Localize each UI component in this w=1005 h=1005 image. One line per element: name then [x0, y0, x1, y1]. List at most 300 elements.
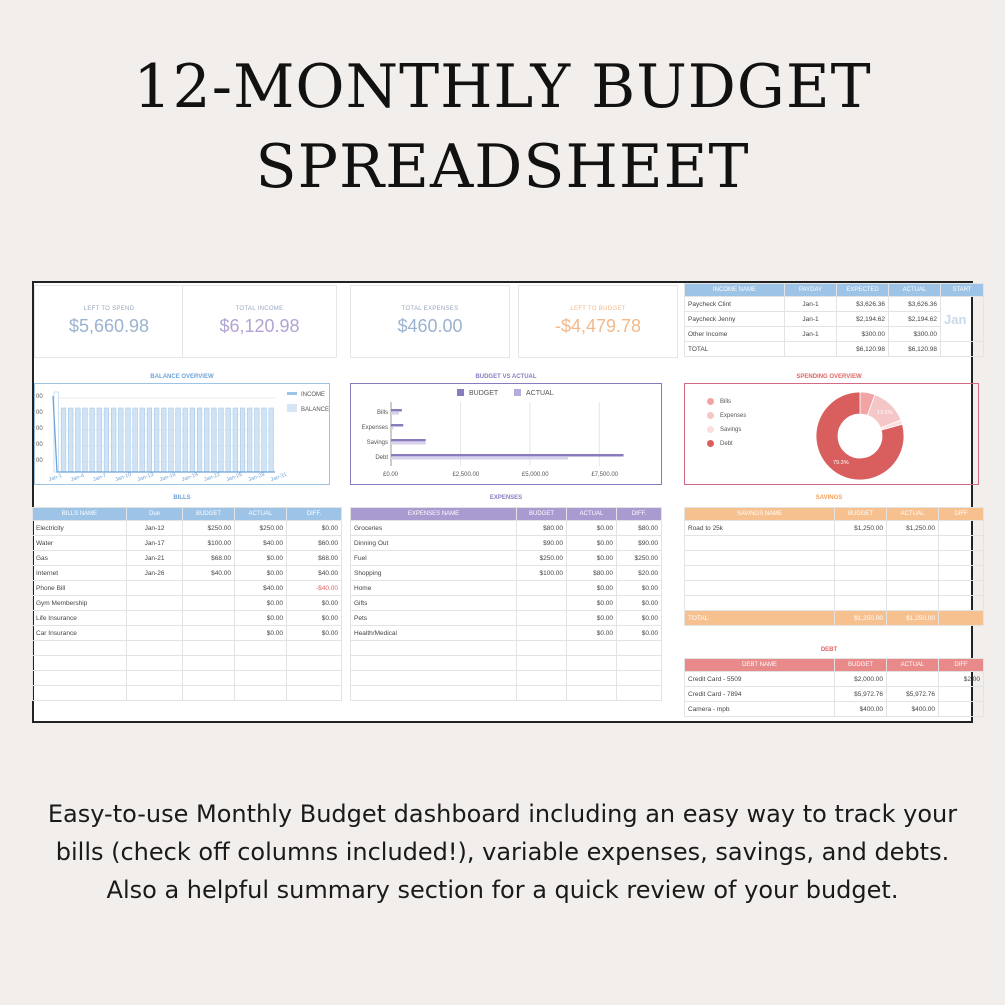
pie-data-label: 79.3% [833, 460, 849, 466]
bill-cell[interactable]: $40.00 [287, 566, 342, 581]
income-actual-cell[interactable]: $2,194.62 [889, 312, 941, 327]
legend-balance-swatch [287, 404, 297, 412]
debt-cell[interactable]: $400.00 [835, 702, 887, 717]
balance-overview-title: BALANCE OVERVIEW [150, 374, 214, 380]
balance-bar [169, 408, 174, 472]
balance-bar [204, 408, 209, 472]
expense-cell[interactable]: $0.00 [567, 536, 617, 551]
bill-cell[interactable]: Jan-26 [127, 566, 183, 581]
table-row [685, 536, 984, 551]
y-tick-label: 00 [36, 458, 43, 464]
income-expected-cell[interactable]: $2,194.62 [837, 312, 889, 327]
saving-total-cell [939, 611, 984, 626]
x-tick-label: Jan-28 [247, 471, 266, 484]
x-tick-label: Jan-16 [158, 471, 177, 484]
saving-cell[interactable] [939, 596, 984, 611]
bill-cell[interactable]: $40.00 [183, 566, 235, 581]
expense-cell[interactable]: $0.00 [567, 611, 617, 626]
balance-bar [233, 408, 238, 472]
legend-balance-label: BALANCE [301, 407, 330, 413]
bill-cell[interactable]: $0.00 [287, 521, 342, 536]
balance-bar [161, 408, 166, 472]
saving-cell[interactable] [887, 551, 939, 566]
y-tick-label: 00 [36, 442, 43, 448]
expense-cell[interactable] [617, 686, 662, 701]
expense-cell[interactable]: $0.00 [567, 596, 617, 611]
bills-header: Due [127, 508, 183, 521]
bills-header: BUDGET [183, 508, 235, 521]
balance-bar [75, 408, 80, 472]
income-name-cell[interactable]: Other Income [685, 327, 785, 342]
balance-bar [226, 408, 231, 472]
expense-cell[interactable]: $0.00 [617, 611, 662, 626]
bill-cell[interactable]: $0.00 [287, 596, 342, 611]
actual-bar [391, 427, 393, 430]
debt-header: DEBT NAME [685, 659, 835, 672]
bill-cell[interactable]: $60.00 [287, 536, 342, 551]
bill-cell[interactable] [183, 626, 235, 641]
income-expected-cell[interactable]: $3,626.36 [837, 297, 889, 312]
debt-cell[interactable]: $5,972.76 [887, 687, 939, 702]
bill-cell[interactable] [183, 686, 235, 701]
bill-cell[interactable]: $0.00 [235, 611, 287, 626]
savings-header: SAVINGS NAME [685, 508, 835, 521]
balance-bar [104, 408, 109, 472]
bill-cell[interactable]: Jan-12 [127, 521, 183, 536]
page-title-line-1: 12-MONTHLY BUDGET [133, 52, 872, 122]
table-row [685, 687, 984, 702]
saving-cell[interactable] [939, 521, 984, 536]
bill-cell[interactable] [183, 641, 235, 656]
bill-cell[interactable] [183, 581, 235, 596]
bill-cell[interactable] [33, 671, 127, 686]
balance-bar [147, 408, 152, 472]
table-row [33, 566, 342, 581]
bill-cell[interactable]: $68.00 [183, 551, 235, 566]
expense-cell[interactable]: Groceries [351, 521, 517, 536]
expense-cell[interactable] [517, 686, 567, 701]
bill-cell[interactable] [235, 656, 287, 671]
saving-cell[interactable] [835, 596, 887, 611]
income-payday-cell [785, 342, 837, 357]
balance-bar [183, 408, 188, 472]
legend-actual-label: ACTUAL [526, 390, 554, 397]
expense-cell[interactable]: $0.00 [617, 596, 662, 611]
bill-cell[interactable] [127, 641, 183, 656]
income-header: EXPECTED [837, 284, 889, 297]
table-row [33, 521, 342, 536]
balance-overview-chart [34, 383, 330, 485]
table-row [33, 611, 342, 626]
saving-cell[interactable] [685, 581, 835, 596]
card-left-to-spend [34, 285, 184, 358]
x-tick-label: £5,000.00 [521, 472, 549, 478]
bill-cell[interactable] [183, 656, 235, 671]
bill-cell[interactable] [287, 671, 342, 686]
bill-cell[interactable]: $0.00 [287, 626, 342, 641]
bills-header: ACTUAL [235, 508, 287, 521]
bills-section-title: BILLS [173, 495, 191, 501]
expense-cell[interactable] [617, 656, 662, 671]
pie-data-label: 13.6% [877, 410, 893, 416]
bill-cell[interactable] [127, 686, 183, 701]
table-row [685, 566, 984, 581]
card-left-to-budget [518, 285, 678, 358]
x-tick-label: £0.00 [383, 472, 399, 478]
table-row [685, 596, 984, 611]
bill-cell[interactable]: -$40.00 [287, 581, 342, 596]
debt-cell[interactable] [939, 702, 984, 717]
bill-cell[interactable] [183, 611, 235, 626]
debt-cell[interactable]: $5,972.76 [835, 687, 887, 702]
bill-cell[interactable] [235, 686, 287, 701]
expense-cell[interactable]: Health/Medical [351, 626, 517, 641]
total-row [685, 611, 984, 626]
bill-cell[interactable] [33, 686, 127, 701]
balance-bar [255, 408, 260, 472]
bill-cell[interactable] [287, 656, 342, 671]
bill-cell[interactable]: $0.00 [235, 566, 287, 581]
expense-cell[interactable]: Gifts [351, 596, 517, 611]
income-header: PAYDAY [785, 284, 837, 297]
saving-cell[interactable] [685, 551, 835, 566]
expenses-header: EXPENSES NAME [351, 508, 517, 521]
card-total-income [182, 285, 337, 358]
bill-cell[interactable] [127, 611, 183, 626]
debt-cell[interactable] [887, 672, 939, 687]
bill-cell[interactable] [33, 656, 127, 671]
expense-cell[interactable] [517, 581, 567, 596]
expense-cell[interactable]: $250.00 [517, 551, 567, 566]
table-row [351, 611, 662, 626]
expense-cell[interactable] [351, 641, 517, 656]
bill-cell[interactable] [183, 671, 235, 686]
income-header: START [941, 284, 984, 297]
income-start-cell: Jan [941, 297, 984, 342]
income-name-cell[interactable]: Paycheck Jenny [685, 312, 785, 327]
bill-cell[interactable]: $0.00 [235, 626, 287, 641]
table-row [685, 312, 984, 327]
saving-cell[interactable] [939, 581, 984, 596]
bill-cell[interactable]: $40.00 [235, 536, 287, 551]
table-row [685, 327, 984, 342]
expenses-header: ACTUAL [567, 508, 617, 521]
saving-cell[interactable]: $1,250.00 [887, 521, 939, 536]
income-name-cell[interactable]: Paycheck Clint [685, 297, 785, 312]
saving-cell[interactable] [685, 596, 835, 611]
balance-bar [61, 408, 66, 472]
y-tick-label: 00 [36, 394, 43, 400]
spending-overview-title: SPENDING OVERVIEW [796, 374, 862, 380]
savings-header: DIFF [939, 508, 984, 521]
debt-cell[interactable]: Camera - mpb [685, 702, 835, 717]
expense-cell[interactable]: $0.00 [567, 626, 617, 641]
card-label: LEFT TO SPEND [83, 306, 135, 312]
bill-cell[interactable] [287, 686, 342, 701]
income-actual-cell[interactable]: $300.00 [889, 327, 941, 342]
saving-total-cell: $1,250.00 [835, 611, 887, 626]
bill-cell[interactable]: Jan-21 [127, 551, 183, 566]
debt-header: DIFF [939, 659, 984, 672]
expense-cell[interactable]: Dinning Out [351, 536, 517, 551]
expense-cell[interactable]: $80.00 [567, 566, 617, 581]
income-total-label: TOTAL [685, 342, 785, 357]
saving-cell[interactable] [835, 581, 887, 596]
table-row [33, 536, 342, 551]
bill-cell[interactable]: $68.00 [287, 551, 342, 566]
expense-cell[interactable] [617, 671, 662, 686]
saving-cell[interactable]: $1,250.00 [835, 521, 887, 536]
table-row [351, 551, 662, 566]
card-value: $5,660.98 [68, 316, 150, 336]
expense-cell[interactable]: $0.00 [567, 551, 617, 566]
expense-cell[interactable] [517, 596, 567, 611]
expense-cell[interactable]: $80.00 [517, 521, 567, 536]
income-total-actual: $6,120.98 [889, 342, 941, 357]
table-row [33, 671, 342, 686]
balance-svg [35, 384, 329, 484]
saving-cell[interactable]: Road to 25k [685, 521, 835, 536]
table-row [685, 521, 984, 536]
bill-cell[interactable] [235, 641, 287, 656]
balance-bar [212, 408, 217, 472]
expense-cell[interactable] [517, 656, 567, 671]
bill-cell[interactable]: Life Insurance [33, 611, 127, 626]
card-label: TOTAL INCOME [235, 306, 284, 312]
bill-cell[interactable]: Electricity [33, 521, 127, 536]
bill-cell[interactable] [287, 641, 342, 656]
card-value: $6,120.98 [219, 316, 300, 336]
balance-bar [118, 408, 123, 472]
expense-cell[interactable] [567, 641, 617, 656]
bill-cell[interactable]: Gas [33, 551, 127, 566]
saving-cell[interactable] [835, 536, 887, 551]
actual-bar [391, 412, 399, 415]
balance-bar [68, 408, 73, 472]
expense-cell[interactable] [517, 671, 567, 686]
spreadsheet-screenshot [32, 281, 980, 723]
legend-income-label: INCOME [301, 392, 325, 398]
x-tick-label: Jan-22 [203, 471, 222, 484]
table-row [351, 686, 662, 701]
table-row [685, 672, 984, 687]
balance-bar [154, 408, 159, 472]
debt-cell[interactable]: Credit Card - 5509 [685, 672, 835, 687]
expense-cell[interactable]: Shopping [351, 566, 517, 581]
saving-cell[interactable] [835, 551, 887, 566]
expense-cell[interactable] [517, 611, 567, 626]
table-row [351, 536, 662, 551]
x-tick-label: Jan-25 [225, 471, 244, 484]
expense-cell[interactable]: $0.00 [617, 581, 662, 596]
income-payday-cell[interactable]: Jan-1 [785, 297, 837, 312]
bill-cell[interactable] [127, 656, 183, 671]
saving-cell[interactable] [887, 581, 939, 596]
budget-vs-actual-title: BUDGET VS ACTUAL [475, 374, 537, 380]
pie-svg [685, 384, 978, 484]
debt-cell[interactable]: $2,00 [939, 672, 984, 687]
category-label: Expenses [361, 425, 388, 431]
category-label: Debt [375, 455, 388, 461]
budget-bar [391, 424, 403, 427]
x-tick-label: Jan-19 [181, 471, 199, 484]
bill-cell[interactable] [127, 671, 183, 686]
balance-bar [219, 408, 224, 472]
expense-cell[interactable]: $0.00 [567, 521, 617, 536]
bill-cell[interactable]: Jan-17 [127, 536, 183, 551]
expenses-section-title: EXPENSES [489, 495, 523, 501]
table-row [685, 581, 984, 596]
actual-bar [391, 442, 426, 445]
expense-cell[interactable]: $90.00 [517, 536, 567, 551]
legend-label: Expenses [720, 412, 747, 419]
expense-cell[interactable]: $20.00 [617, 566, 662, 581]
saving-cell[interactable] [939, 551, 984, 566]
saving-cell[interactable] [887, 596, 939, 611]
table-row [685, 297, 984, 312]
bill-cell[interactable]: $100.00 [183, 536, 235, 551]
table-row [351, 566, 662, 581]
balance-bar [97, 408, 102, 472]
bill-cell[interactable] [235, 671, 287, 686]
balance-bar [247, 408, 252, 472]
expense-cell[interactable]: $80.00 [617, 521, 662, 536]
expense-cell[interactable]: $90.00 [617, 536, 662, 551]
table-row [33, 686, 342, 701]
income-payday-cell[interactable]: Jan-1 [785, 312, 837, 327]
table-row [351, 641, 662, 656]
legend-label: Bills [720, 398, 732, 405]
bill-cell[interactable]: $250.00 [235, 521, 287, 536]
balance-bar [111, 408, 116, 472]
x-tick-label: Jan-10 [114, 471, 133, 484]
card-total-expenses [350, 285, 510, 358]
table-row [685, 551, 984, 566]
bill-cell[interactable]: Car Insurance [33, 626, 127, 641]
income-expected-cell[interactable]: $300.00 [837, 327, 889, 342]
debt-cell[interactable] [939, 687, 984, 702]
bill-cell[interactable]: $0.00 [287, 611, 342, 626]
budget-bar [391, 409, 402, 412]
bill-cell[interactable]: Internet [33, 566, 127, 581]
bills-table [32, 507, 342, 701]
income-header: INCOME NAME [685, 284, 785, 297]
bills-header: DIFF. [287, 508, 342, 521]
product-description: Easy-to-use Monthly Budget dashboard including an easy way to track your bills (check off columns included!), variable expenses, savings, and debts. Also a helpful summary section for a quick review of your budget. [47, 800, 958, 904]
card-value: $460.00 [397, 316, 463, 336]
expense-cell[interactable]: Home [351, 581, 517, 596]
debt-cell[interactable]: Credit Card - 7894 [685, 687, 835, 702]
bill-cell[interactable]: $0.00 [235, 551, 287, 566]
table-row [685, 342, 984, 357]
debt-cell[interactable]: $400.00 [887, 702, 939, 717]
balance-bar [197, 408, 202, 472]
bva-svg [351, 384, 661, 484]
bill-cell[interactable] [127, 581, 183, 596]
expense-cell[interactable]: $250.00 [617, 551, 662, 566]
bill-cell[interactable]: $0.00 [235, 596, 287, 611]
x-tick-label: £7,500.00 [591, 472, 619, 478]
budget-bar [391, 439, 426, 442]
debt-table [684, 658, 984, 717]
table-row [33, 551, 342, 566]
table-row [685, 702, 984, 717]
bill-cell[interactable] [127, 596, 183, 611]
savings-header: BUDGET [835, 508, 887, 521]
saving-cell[interactable] [887, 566, 939, 581]
y-tick-label: 00 [36, 426, 43, 432]
legend-actual-swatch [514, 389, 521, 396]
table-row [351, 521, 662, 536]
expense-cell[interactable]: Pets [351, 611, 517, 626]
expense-cell[interactable] [567, 656, 617, 671]
expense-cell[interactable] [517, 626, 567, 641]
saving-cell[interactable] [835, 566, 887, 581]
table-row [33, 626, 342, 641]
balance-bar [240, 408, 245, 472]
expense-cell[interactable] [567, 686, 617, 701]
x-tick-label: £2,500.00 [452, 472, 480, 478]
saving-cell[interactable] [685, 566, 835, 581]
debt-cell[interactable]: $2,000.00 [835, 672, 887, 687]
bill-cell[interactable]: Gym Membership [33, 596, 127, 611]
table-row [351, 626, 662, 641]
saving-cell[interactable] [685, 536, 835, 551]
legend-label: Savings [720, 426, 742, 433]
card-label: TOTAL EXPENSES [401, 306, 459, 312]
legend-budget-swatch [457, 389, 464, 396]
income-actual-cell[interactable]: $3,626.36 [889, 297, 941, 312]
expense-cell[interactable] [351, 686, 517, 701]
x-tick-label: Jan-31 [269, 471, 288, 484]
saving-cell[interactable] [939, 566, 984, 581]
legend-budget-label: BUDGET [469, 390, 499, 397]
budget-vs-actual-chart [350, 383, 662, 485]
expense-cell[interactable]: $0.00 [567, 581, 617, 596]
expense-cell[interactable]: $100.00 [517, 566, 567, 581]
debt-section-title: DEBT [820, 647, 838, 653]
bill-cell[interactable]: $40.00 [235, 581, 287, 596]
expense-cell[interactable] [567, 671, 617, 686]
balance-bar [133, 408, 138, 472]
expense-cell[interactable]: Fuel [351, 551, 517, 566]
saving-total-cell: TOTAL [685, 611, 835, 626]
expense-cell[interactable]: $0.00 [617, 626, 662, 641]
bill-cell[interactable] [183, 596, 235, 611]
expenses-header: DIFF. [617, 508, 662, 521]
balance-bar [90, 408, 95, 472]
budget-bar [391, 454, 624, 457]
expense-cell[interactable] [517, 641, 567, 656]
balance-bar [140, 408, 145, 472]
income-payday-cell[interactable]: Jan-1 [785, 327, 837, 342]
bill-cell[interactable] [33, 641, 127, 656]
balance-bar [83, 408, 88, 472]
balance-bar [190, 408, 195, 472]
bill-cell[interactable]: Water [33, 536, 127, 551]
legend-income-swatch [287, 392, 297, 395]
bill-cell[interactable]: $250.00 [183, 521, 235, 536]
bill-cell[interactable]: Phone Bill [33, 581, 127, 596]
expense-cell[interactable] [351, 656, 517, 671]
savings-table [684, 507, 984, 626]
saving-cell[interactable] [887, 536, 939, 551]
expense-cell[interactable] [617, 641, 662, 656]
bill-cell[interactable] [127, 626, 183, 641]
expense-cell[interactable] [351, 671, 517, 686]
saving-cell[interactable] [939, 536, 984, 551]
balance-bar [269, 408, 274, 472]
